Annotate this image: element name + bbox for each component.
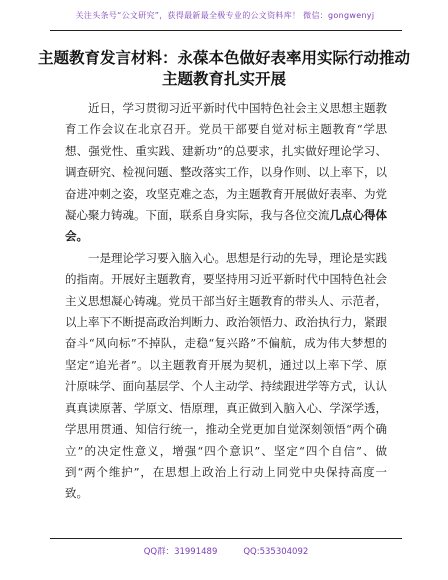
footer-divider	[50, 538, 402, 539]
header-banner: 关注头条号“公文研究”，获得最新最全极专业的公文资料库！ 微信：gongwenyj	[75, 11, 375, 20]
footer-contact	[50, 545, 402, 557]
paragraph-intro-bold-tail: 几点心得体会。	[65, 208, 387, 244]
document-body	[65, 98, 387, 505]
paragraph-theory-study: 一是理论学习要入脑入心。思想是行动的先导，理论是实践的指南。开展好主题教育，要坚持用习近平新时代中国特色社会主义思想凝心铸魂。党员干部当好主题教育的带头人、示范者，以上率下不断提高政治判断力、政治领悟力、政治执行力，紧跟奋斗“风向标”不掉队，走稳“复兴路”不偏航，成为伟大梦想的坚定“追光者”。以主题教育开展为契机，通过以上率下学、原汁原味学、面向基层学、个人主动学、持续跟进学等方式，认认真真读原著、学原文、悟原理，真正做到入脑入心、学深学透，学思用贯通、知信行统一，推动全党更加自觉深刻领悟“两个确立”的决定性意义，增强“四个意识”、坚定“四个自信”、做到“两个维护”，在思想上政治上行动上同党中央保持高度一致。	[65, 250, 387, 501]
document-title: 主题教育发言材料：永葆本色做好表率用实际行动推动主题教育扎实开展	[38, 49, 411, 88]
footer-qq-number: QQ:535304092	[243, 547, 309, 557]
header-divider	[50, 30, 402, 31]
paragraph-intro-text: 近日，学习贯彻习近平新时代中国特色社会主义思想主题教育工作会议在北京召开。党员干部要自觉对标主题教育“学思想、强党性、重实践、建新功”的总要求，扎实做好理论学习、调查研究、检视问题、整改落实工作，以身作则、以上率下，以奋进冲刺之姿，攻坚克难之态，为主题教育开展做好表率、为党凝心聚力铸魂。下面，联系自身实际，我与各位交流	[65, 101, 387, 223]
footer-qq-group: QQ群：31991489	[143, 547, 218, 557]
paragraph-intro	[65, 98, 387, 248]
